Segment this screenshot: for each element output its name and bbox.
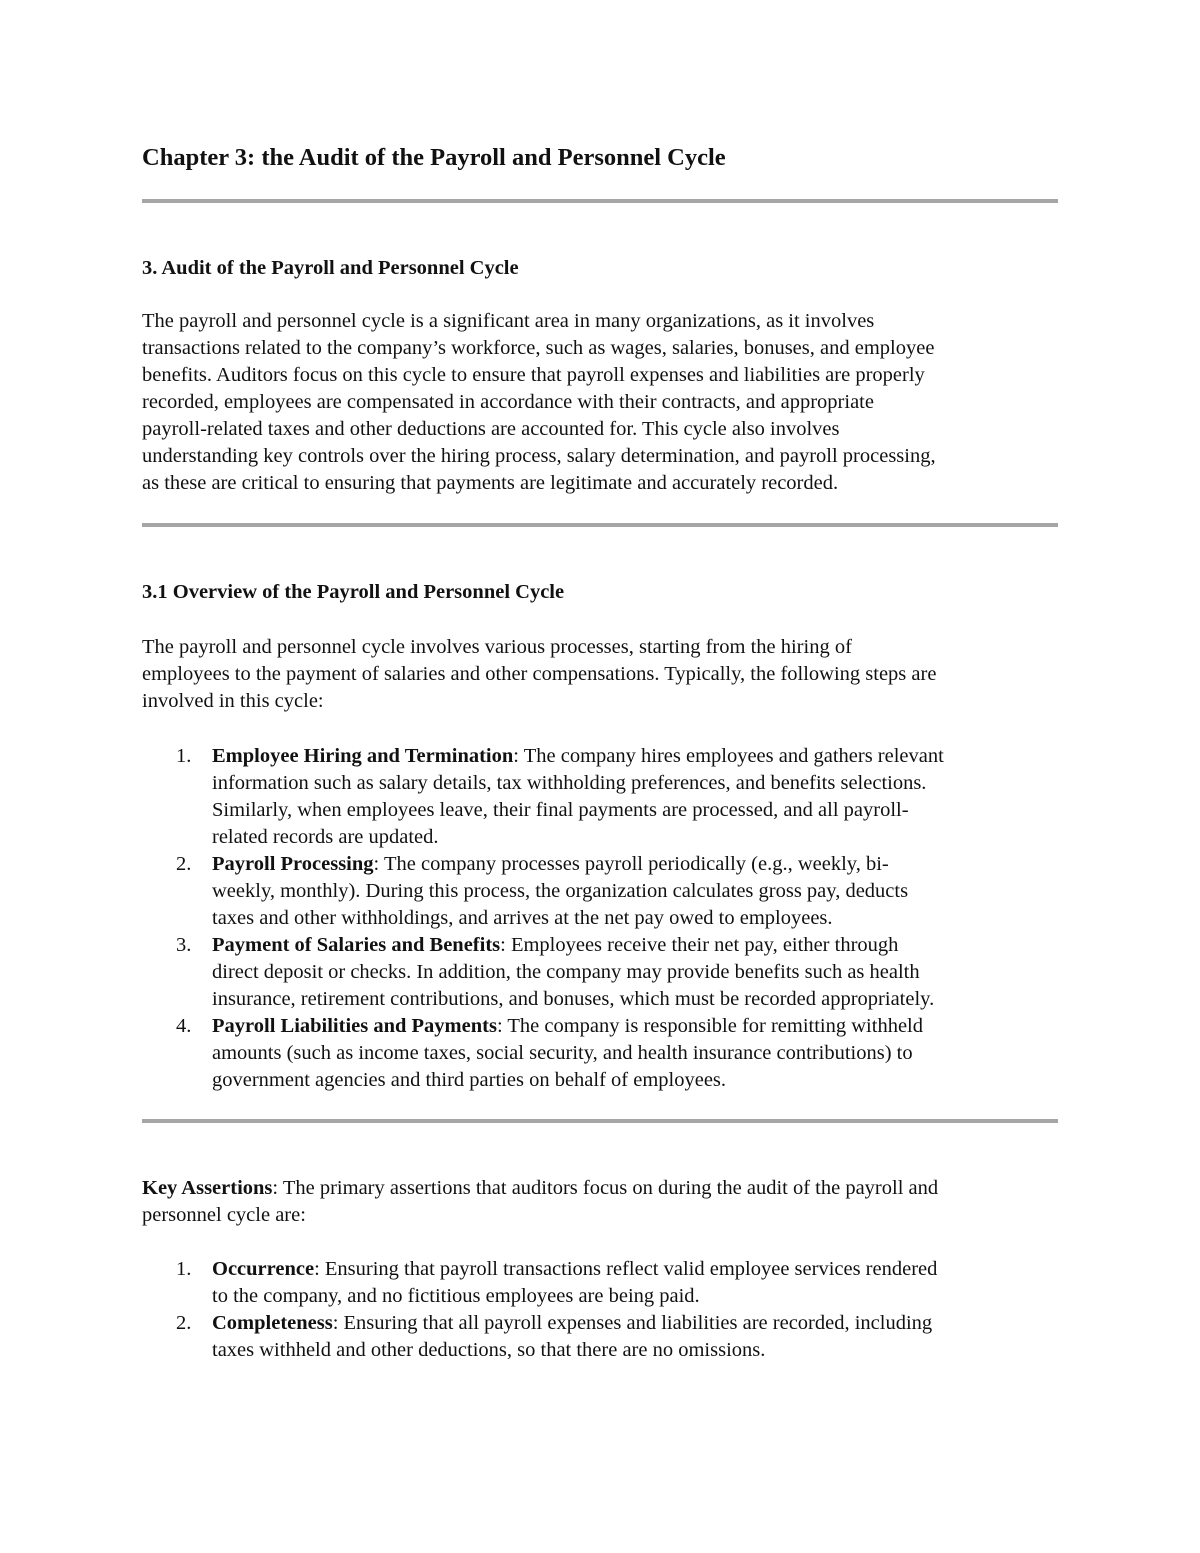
list-text: : Ensuring that all payroll expenses and liabilities are recorded, including [332,1312,933,1334]
list-term: Occurrence [212,1258,315,1280]
key-assertions-term: Key Assertions [142,1177,273,1199]
paragraph-line: employees to the payment of salaries and other compensations. Typically, the following steps are [142,663,937,685]
list-number: 2. [176,1312,192,1334]
section-heading-3-1: 3.1 Overview of the Payroll and Personnel Cycle [142,581,565,603]
paragraph-line: recorded, employees are compensated in accordance with their contracts, and appropriate [142,391,874,413]
list-number: 1. [176,1258,192,1280]
paragraph-line: The payroll and personnel cycle involves various processes, starting from the hiring of [142,636,852,658]
list-number: 2. [176,853,192,875]
list-term: Completeness [212,1312,333,1334]
list-text: information such as salary details, tax withholding preferences, and benefits selections. [212,772,927,794]
paragraph-line: personnel cycle are: [142,1204,306,1226]
section-heading-3: 3. Audit of the Payroll and Personnel Cycle [142,257,519,279]
horizontal-rule [142,199,1058,203]
list-text: insurance, retirement contributions, and bonuses, which must be recorded appropriately. [212,988,935,1010]
paragraph-line: benefits. Auditors focus on this cycle to ensure that payroll expenses and liabilities are properly [142,364,925,386]
paragraph-line: as these are critical to ensuring that payments are legitimate and accurately recorded. [142,472,839,494]
list-text: related records are updated. [212,826,439,848]
list-text: direct deposit or checks. In addition, the company may provide benefits such as health [212,961,920,983]
paragraph-line: The payroll and personnel cycle is a significant area in many organizations, as it involves [142,310,875,332]
paragraph-line: payroll-related taxes and other deductions are accounted for. This cycle also involves [142,418,840,440]
list-text: Similarly, when employees leave, their final payments are processed, and all payroll- [212,799,909,821]
list-text: : Ensuring that payroll transactions reflect valid employee services rendered [314,1258,938,1280]
chapter-title: Chapter 3: the Audit of the Payroll and Personnel Cycle [142,144,726,171]
list-term: Payroll Processing [212,853,374,875]
list-item [142,851,944,932]
list-number: 4. [176,1015,192,1037]
list-text: government agencies and third parties on behalf of employees. [212,1069,727,1091]
payroll-steps-list [142,743,944,1094]
paragraph-line: transactions related to the company’s workforce, such as wages, salaries, bonuses, and employee [142,337,935,359]
list-item [142,1310,937,1364]
list-text: taxes withheld and other deductions, so that there are no omissions. [212,1339,766,1361]
list-text: : The company hires employees and gathers relevant [513,745,944,767]
list-text: : The company processes payroll periodically (e.g., weekly, bi- [373,853,889,875]
list-number: 3. [176,934,192,956]
paragraph-line: involved in this cycle: [142,690,324,712]
list-term: Employee Hiring and Termination [212,745,514,767]
list-number: 1. [176,745,192,767]
list-text: weekly, monthly). During this process, the organization calculates gross pay, deducts [212,880,909,902]
key-assertions-intro [142,1175,938,1229]
list-text: taxes and other withholdings, and arrives at the net pay owed to employees. [212,907,833,929]
section-3-paragraph [142,308,936,497]
list-item [142,932,944,1013]
list-item [142,743,944,851]
list-item [142,1013,944,1094]
list-term: Payment of Salaries and Benefits [212,934,501,956]
horizontal-rule [142,523,1058,527]
list-text: : Employees receive their net pay, either through [500,934,899,956]
paragraph-text: : The primary assertions that auditors focus on during the audit of the payroll and [272,1177,939,1199]
list-term: Payroll Liabilities and Payments [212,1015,497,1037]
paragraph-line: understanding key controls over the hiring process, salary determination, and payroll processing, [142,445,936,467]
horizontal-rule [142,1119,1058,1123]
key-assertions-list [142,1256,937,1364]
list-text: amounts (such as income taxes, social security, and health insurance contributions) to [212,1042,913,1064]
list-text: to the company, and no fictitious employees are being paid. [212,1285,700,1307]
list-text: : The company is responsible for remitting withheld [496,1015,923,1037]
list-item [142,1256,937,1310]
section-3-1-intro [142,634,936,715]
